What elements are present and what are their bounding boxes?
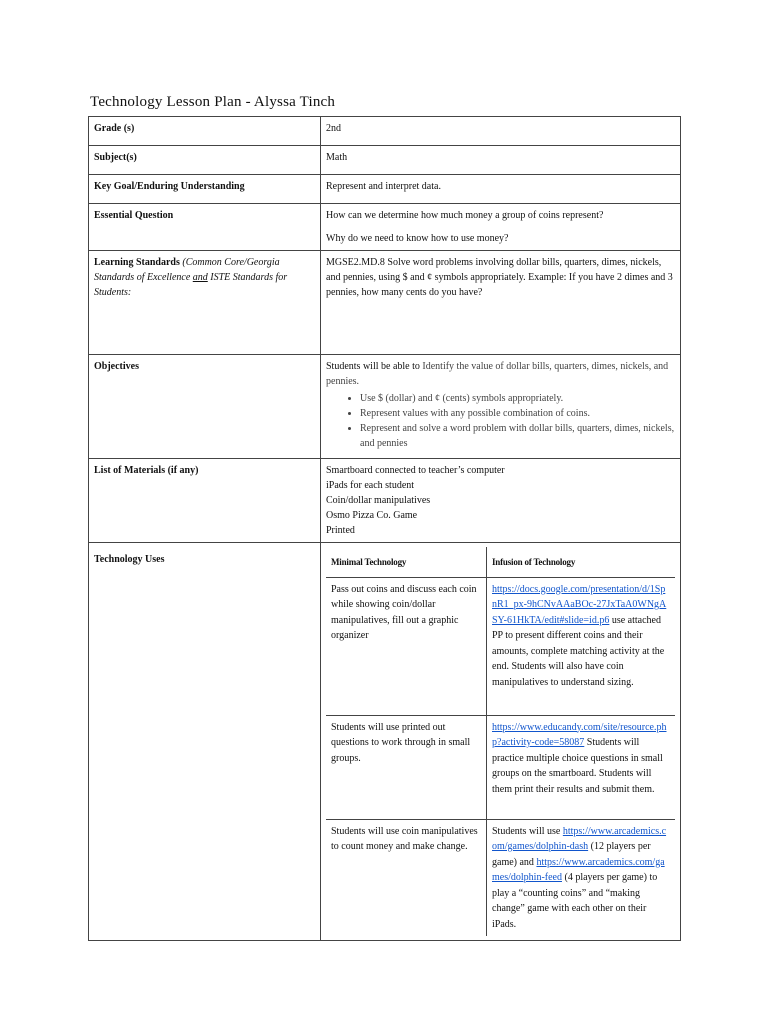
objective-item: • Represent values with any possible combination of coins.: [360, 406, 675, 421]
key-goal-value: Represent and interpret data.: [321, 175, 681, 204]
infusion-tech-1-text: use attached PP to present different coins and their amounts, complete matching activity at the end. Students will also have coin manipulatives to understand sizing.: [492, 614, 665, 688]
minimal-tech-2: Students will use printed out questions to work through in small groups.: [326, 715, 487, 819]
dolphin-feed-link[interactable]: https://www.arcademics.com/games/dolphin-feed: [492, 856, 665, 883]
technology-row: [89, 543, 681, 941]
minimal-tech-3: Students will use coin manipulatives to count money and make change.: [326, 819, 487, 936]
infusion-tech-2: [487, 715, 676, 819]
material-item: Coin/dollar manipulatives: [326, 495, 431, 506]
infusion-tech-1: [487, 577, 676, 715]
google-slides-link[interactable]: https://docs.google.com/presentation/d/1SpnR1_px-9hCNvAAaBOc-27JxTaA0WNgASY-61HkTA/edit#slide=id.p6: [492, 583, 667, 626]
key-goal-row: [89, 175, 681, 204]
material-item: iPads for each student: [326, 480, 415, 491]
technology-table: [326, 547, 675, 936]
subject-value: Math: [321, 146, 681, 175]
infusion-tech-3-pre: Students will use: [492, 825, 563, 837]
minimal-tech-1: Pass out coins and discuss each coin while showing coin/dollar manipulatives, fill out a graphic organizer: [326, 577, 487, 715]
material-item: Printed: [326, 525, 355, 536]
learning-standards-note-2: ISTE Standards for Students:: [94, 272, 288, 298]
dolphin-dash-link[interactable]: https://www.arcademics.com/games/dolphin-dash: [492, 825, 667, 852]
key-goal-label: Key Goal/Enduring Understanding: [89, 175, 321, 204]
learning-standards-note-1: (Common Core/Georgia Standards of Excellence: [94, 257, 280, 283]
materials-value: [321, 459, 681, 543]
essential-question-value: [321, 204, 681, 251]
learning-standards-note-and: and: [192, 272, 208, 283]
grade-value: 2nd: [321, 117, 681, 146]
objectives-intro: Students will be able to: [326, 361, 420, 372]
learning-standards-label: [89, 251, 321, 355]
document-title: Technology Lesson Plan - Alyssa Tinch: [90, 94, 336, 110]
essential-question-2: Why do we need to know how to use money?: [326, 233, 509, 244]
materials-row: [89, 459, 681, 543]
lesson-plan-table: [88, 116, 681, 941]
material-item: Osmo Pizza Co. Game: [326, 510, 418, 521]
technology-label: Technology Uses: [89, 543, 321, 941]
infusion-tech-3: [487, 819, 676, 936]
learning-standards-value: MGSE2.MD.8 Solve word problems involving dollar bills, quarters, dimes, nickels, and pennies, using $ and ¢ symbols appropriately. Example: If you have 2 dimes and 3 pennies, how many cents do you have?: [321, 251, 681, 355]
infusion-tech-3-mid: (12 players per game) and: [492, 841, 651, 868]
learning-standards-title: Learning Standards: [94, 257, 180, 268]
technology-uses: [321, 543, 681, 941]
objectives-intro-rest: Identify the value of dollar bills, quarters, dimes, nickels, and pennies.: [326, 361, 669, 387]
essential-question-row: [89, 204, 681, 251]
objective-item: • Use $ (dollar) and ¢ (cents) symbols appropriately.: [360, 391, 675, 406]
subject-row: [89, 146, 681, 175]
subject-label: Subject(s): [89, 146, 321, 175]
essential-question-1: How can we determine how much money a group of coins represent?: [326, 210, 604, 221]
infusion-tech-2-text: Students will practice multiple choice questions in small groups on the smartboard. Students will them print their results and submit them.: [492, 737, 663, 795]
grade-label: Grade (s): [89, 117, 321, 146]
infusion-technology-header: Infusion of Technology: [492, 557, 576, 567]
grade-row: [89, 117, 681, 146]
material-item: Smartboard connected to teacher’s computer: [326, 465, 505, 476]
educandy-link[interactable]: https://www.educandy.com/site/resource.php?activity-code=58087: [492, 721, 667, 748]
materials-label: List of Materials (if any): [89, 459, 321, 543]
minimal-technology-header: Minimal Technology: [326, 547, 487, 577]
essential-question-label: Essential Question: [89, 204, 321, 251]
objectives-value: [321, 355, 681, 459]
objective-item: • Represent and solve a word problem with dollar bills, quarters, dimes, nickels, and pennies: [360, 421, 675, 451]
objectives-list: [326, 391, 675, 451]
objectives-row: [89, 355, 681, 459]
objectives-label: Objectives: [89, 355, 321, 459]
infusion-tech-3-post: (4 players per game) to play a “counting coins” and “making change” game with each other on their iPads.: [492, 872, 658, 930]
learning-standards-row: [89, 251, 681, 355]
